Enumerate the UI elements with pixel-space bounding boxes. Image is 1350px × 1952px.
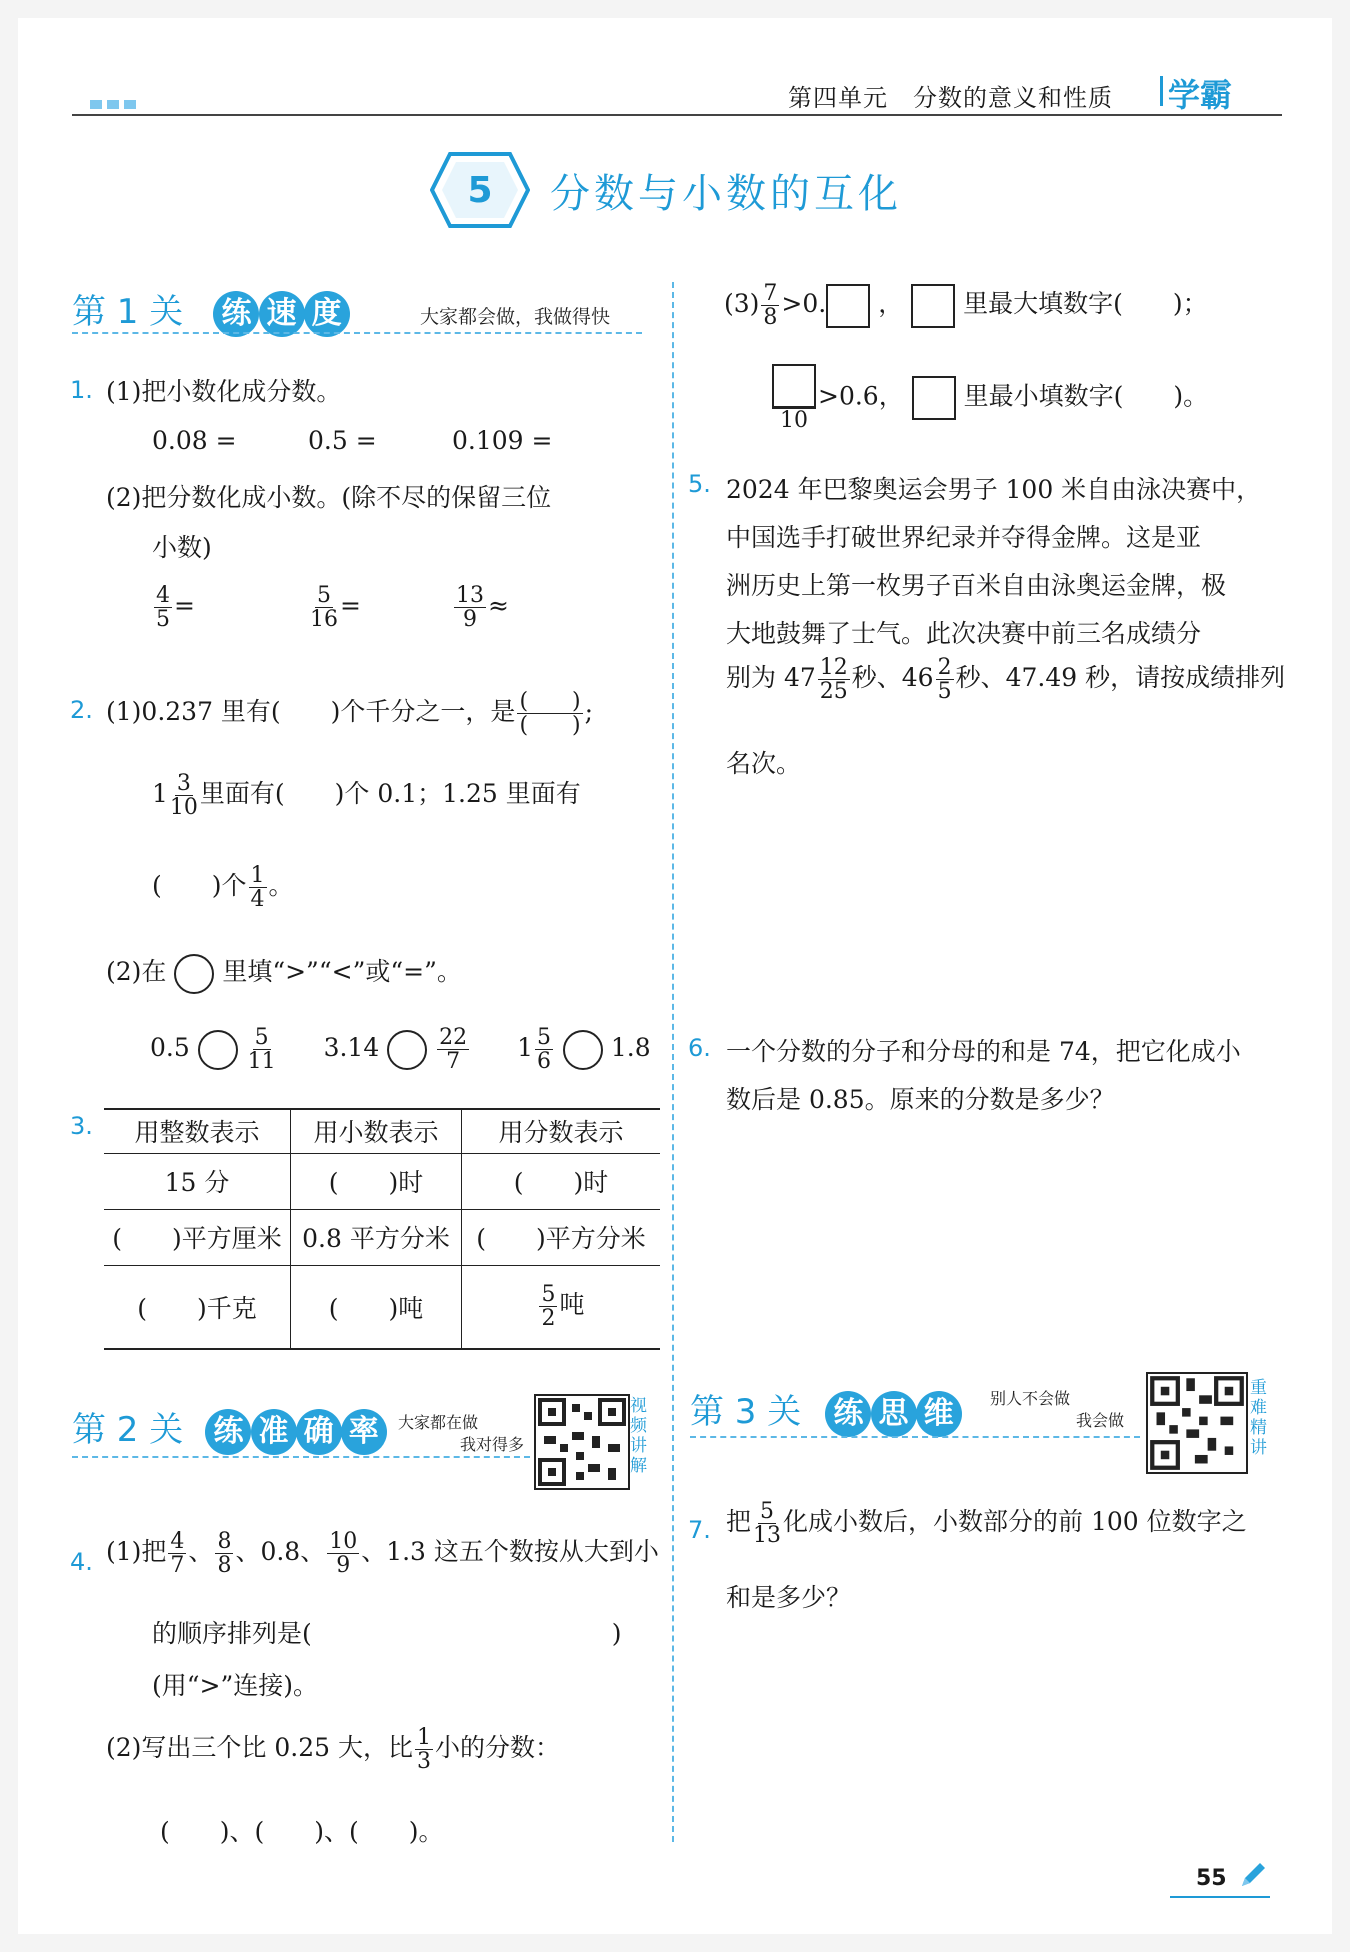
- header-dots: [90, 94, 141, 113]
- section-2-rule: [72, 1456, 530, 1458]
- section-label: 第 1 关: [72, 292, 184, 332]
- section-1-note: 大家都会做，我做得快: [420, 306, 611, 328]
- footer-rule: [1170, 1896, 1270, 1898]
- q2-part2: (2)在 里填“>”“<”或“=”。: [106, 952, 462, 994]
- table-cell: ( )平方厘米: [104, 1209, 291, 1265]
- header-rule: [72, 114, 1282, 116]
- qr-code-icon[interactable]: [1146, 1372, 1248, 1474]
- q4-part3-line1: (3) $\frac{7}{8}$ >0. ， 里最大填数字( )；: [724, 281, 1208, 331]
- table-cell: ( )时: [291, 1153, 462, 1209]
- question-number: 5.: [688, 470, 711, 498]
- question-number: 6.: [688, 1034, 711, 1062]
- q1-fraction-item: $\frac{5}{16}$ =: [310, 583, 361, 633]
- q2-line1: (1)0.237 里有( )个千分之一，是 $\frac{( )}{( )}$ ;: [106, 689, 594, 739]
- section-3-rule: [690, 1436, 1140, 1438]
- lesson-number-badge: [430, 150, 530, 234]
- question-number: 7.: [688, 1516, 711, 1544]
- qr-code-icon[interactable]: [534, 1394, 630, 1490]
- column-divider: [672, 282, 674, 1842]
- q1-item: 0.08 =: [152, 426, 237, 455]
- digit-box[interactable]: [772, 364, 816, 408]
- digit-box[interactable]: [912, 376, 956, 420]
- q1-fraction-item: $\frac{4}{5}$ =: [156, 583, 195, 633]
- section-2-note: 大家都在做: [398, 1413, 479, 1432]
- table-cell: ( )千克: [104, 1265, 291, 1349]
- q7-line2: 和是多少？: [726, 1583, 852, 1612]
- section-label: 第 2 关: [72, 1410, 184, 1450]
- bubble-char: 率: [341, 1409, 387, 1455]
- bubble-char: 度: [304, 291, 350, 337]
- section-3-note: 别人不会做: [990, 1389, 1071, 1408]
- table-cell: 0.8 平方分米: [291, 1209, 462, 1265]
- q1-item: 0.5 =: [308, 426, 377, 455]
- qr-caption: 重 难 精 讲: [1250, 1378, 1267, 1458]
- q5-text: 2024 年巴黎奥运会男子 100 米自由泳决赛中， 中国选手打破世界纪录并夺得金牌。这是亚 洲历史上第一枚男子百米自由泳奥运金牌，极 大地鼓舞了士气。此次决赛中前三名成绩分: [726, 475, 1262, 648]
- bubble-char: 确: [296, 1409, 342, 1455]
- qr-caption: 视 频 讲 解: [630, 1396, 647, 1476]
- table-cell: ( )吨: [291, 1265, 462, 1349]
- page-number: 55: [1196, 1866, 1227, 1891]
- q5-line5: 别为 47 $\frac{12}{25}$ 秒、46 $\frac{2}{5}$ 秒、47.49 秒，请按成绩排列: [726, 655, 1286, 705]
- q2-line3: ( )个 $\frac{1}{4}$ 。: [152, 863, 294, 913]
- bubble-char: 速: [259, 291, 305, 337]
- table-cell: ( )时: [462, 1153, 661, 1209]
- unit-title: 第四单元 分数的意义和性质: [788, 84, 1113, 112]
- compare-circle: [174, 954, 214, 994]
- brand-logo: 学霸: [1168, 70, 1232, 116]
- table-header: 用分数表示: [462, 1109, 661, 1153]
- compare-circle[interactable]: [198, 1030, 238, 1070]
- table-cell: ( )平方分米: [462, 1209, 661, 1265]
- question-number: 2.: [70, 696, 93, 724]
- q1-part1: (1)把小数化成分数。: [106, 377, 342, 406]
- q1-fraction-item: $\frac{13}{9}$ ≈: [456, 583, 509, 633]
- q4-line2: 的顺序排列是( ): [152, 1619, 622, 1648]
- q7-line1: 把 $\frac{5}{13}$ 化成小数后，小数部分的前 100 位数字之: [726, 1499, 1247, 1549]
- q6-text: 一个分数的分子和分母的和是 74，把它化成小 数后是 0.85。原来的分数是多少？: [726, 1037, 1241, 1114]
- question-number: 3.: [70, 1112, 93, 1140]
- bubble-char: 维: [916, 1391, 962, 1437]
- q4-line1: (1)把 $\frac{4}{7}$ 、 $\frac{8}{8}$ 、0.8、 $\frac{10}{9}$ 、1.3 这五个数按从大到小: [106, 1529, 659, 1579]
- section-3-note: 我会做: [1076, 1411, 1125, 1430]
- table-header: 用小数表示: [291, 1109, 462, 1153]
- table-header: 用整数表示: [104, 1109, 291, 1153]
- q4-part3-line2: 10 >0.6， 里最小填数字( )。: [770, 364, 1208, 432]
- table-cell: $\frac{5}{2}$ 吨: [462, 1265, 661, 1349]
- q2-line2: 1 $\frac{3}{10}$ 里面有( )个 0.1；1.25 里面有: [152, 771, 581, 821]
- lesson-number: 5: [467, 170, 493, 211]
- pencil-icon: [1236, 1858, 1270, 1896]
- bubble-char: 思: [871, 1391, 917, 1437]
- q4-line3: (用“>”连接)。: [152, 1671, 319, 1700]
- digit-box[interactable]: [826, 284, 870, 328]
- question-number: 4.: [70, 1548, 93, 1576]
- q1-item: 0.109 =: [452, 426, 553, 455]
- bubble-char: 练: [213, 291, 259, 337]
- q1-part2-cont: 小数): [152, 533, 212, 562]
- compare-circle[interactable]: [387, 1030, 427, 1070]
- q4-answer-line: ( )、( )、( )。: [160, 1817, 444, 1846]
- unit-conversion-table: [104, 1108, 660, 1350]
- section-2-header: [72, 1402, 381, 1455]
- bubble-char: 准: [251, 1409, 297, 1455]
- section-2-note: 我对得多: [460, 1435, 525, 1454]
- digit-box[interactable]: [911, 284, 955, 328]
- section-label: 第 3 关: [690, 1392, 802, 1432]
- q4-part2: (2)写出三个比 0.25 大，比 $\frac{1}{3}$ 小的分数：: [106, 1725, 560, 1775]
- q2-compare-row: 0.5 $\frac{5}{11}$ 3.14 $\frac{22}{7}$ 1 $\frac{5}{6}$ 1.8: [150, 1025, 651, 1075]
- bubble-char: 练: [205, 1409, 251, 1455]
- lesson-title: 分数与小数的互化: [550, 171, 902, 217]
- table-cell: 15 分: [104, 1153, 291, 1209]
- question-number: 1.: [70, 376, 93, 404]
- q5-line6: 名次。: [726, 749, 802, 778]
- section-3-header: [690, 1384, 956, 1437]
- section-1-rule: [72, 332, 642, 334]
- q1-part2: (2)把分数化成小数。(除不尽的保留三位: [106, 483, 552, 512]
- bubble-char: 练: [825, 1391, 871, 1437]
- compare-circle[interactable]: [563, 1030, 603, 1070]
- section-1-header: [72, 284, 344, 337]
